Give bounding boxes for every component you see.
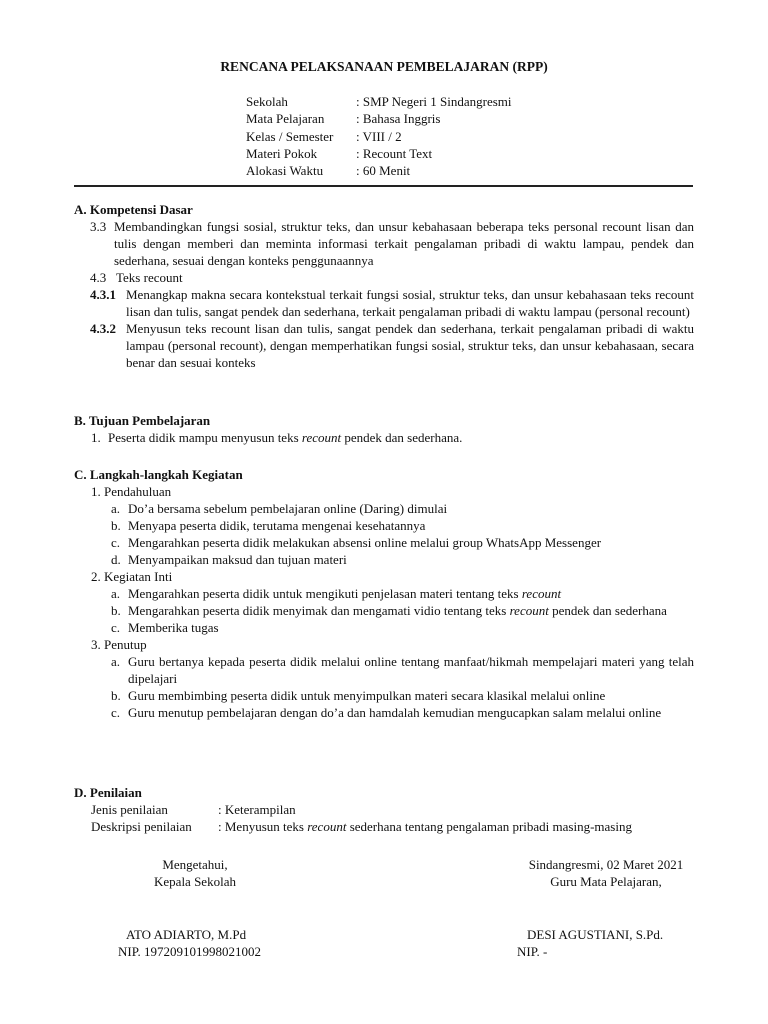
item-number: 1. (91, 430, 101, 445)
list-item (111, 687, 694, 704)
signature-left (120, 856, 270, 890)
item-letter: b. (111, 518, 121, 533)
assessment-row (91, 801, 694, 818)
item-text: Menyampaikan maksud dan tujuan materi (128, 552, 347, 567)
text-run: Peserta didik mampu menyusun teks (108, 430, 302, 445)
item-text: Guru bertanya kepada peserta didik melalui online tentang manfaat/hikmah mempelajari materi yang telah dipelajari (128, 654, 694, 686)
item-number: 4.3 (90, 270, 107, 285)
list-item (111, 551, 694, 568)
assessment-label: Deskripsi penilaian (91, 819, 192, 834)
text-run: : Menyusun teks (218, 819, 308, 834)
signature-role: Guru Mata Pelajaran, (550, 874, 662, 889)
text-run: pendek dan sederhana. (341, 430, 463, 445)
signatory-name: ATO ADIARTO, M.Pd (126, 927, 247, 942)
item-text (108, 429, 462, 446)
info-value: : Bahasa Inggris (356, 111, 441, 127)
signatory-name: DESI AGUSTIANI, S.Pd. (527, 927, 664, 942)
item-letter: b. (111, 603, 121, 618)
list-item (111, 602, 694, 619)
signature-right (516, 856, 696, 890)
text-run: pendek dan sederhana (548, 603, 667, 618)
item-text: Guru menutup pembelajaran dengan do’a dan hamdalah kemudian mengucapkan salam melalui online (128, 705, 662, 720)
info-label: Mata Pelajaran (246, 111, 325, 127)
section-title: B. Tujuan Pembelajaran (74, 413, 211, 428)
item-letter: c. (111, 620, 121, 635)
header-divider (74, 185, 693, 187)
info-value: : 60 Menit (356, 163, 411, 179)
phase-heading: 3. Penutup (91, 637, 147, 652)
signature-greeting: Mengetahui, (162, 857, 228, 872)
item-letter: d. (111, 552, 121, 567)
document-title: RENCANA PELAKSANAAN PEMBELAJARAN (RPP) (220, 59, 548, 74)
list-item (111, 619, 694, 636)
signatory-nip: NIP. 197209101998021002 (118, 944, 262, 959)
item-number: 3.3 (90, 219, 107, 234)
list-item (111, 653, 694, 687)
item-text: Guru membimbing peserta didik untuk menyimpulkan materi secara klasikal melalui online (128, 688, 606, 703)
info-row-school (246, 93, 512, 110)
list-item (90, 320, 694, 371)
item-number: 4.3.2 (90, 321, 116, 336)
list-item (111, 517, 694, 534)
emphasis-text: recount (301, 430, 342, 445)
info-label: Alokasi Waktu (246, 163, 324, 179)
text-run: sederhana tentang pengalaman pribadi masing-masing (346, 819, 632, 834)
assessment-row (91, 818, 694, 835)
emphasis-text: recount (307, 819, 347, 834)
info-value: : SMP Negeri 1 Sindangresmi (356, 94, 512, 109)
list-item (90, 269, 694, 286)
section-title: D. Penilaian (74, 785, 142, 800)
list-item (111, 500, 694, 517)
signature-left-name-block (118, 926, 261, 960)
text-run: Mengarahkan peserta didik untuk mengikuti penjelasan materi tentang teks (128, 586, 522, 601)
list-item (111, 585, 694, 602)
list-item (111, 534, 694, 551)
list-item (90, 286, 694, 320)
text-run: Mengarahkan peserta didik menyimak dan mengamati vidio tentang teks (128, 603, 510, 618)
emphasis-text: recount (509, 603, 549, 618)
info-value: : Recount Text (356, 145, 433, 161)
item-letter: c. (111, 535, 121, 550)
assessment-value: : Keterampilan (218, 802, 296, 817)
info-row-time (246, 162, 512, 179)
item-letter: a. (111, 586, 121, 601)
header-info-table (246, 93, 512, 179)
list-item (90, 218, 694, 269)
signature-right-name-block (517, 926, 663, 960)
section-tujuan-pembelajaran (74, 412, 694, 446)
item-text: Memberika tugas (128, 620, 219, 635)
section-title: A. Kompetensi Dasar (74, 202, 193, 217)
item-text: Membandingkan fungsi sosial, struktur teks, dan unsur kebahasaan beberapa teks personal recount lisan dan tulis dengan memberi dan meminta informasi terkait pengalaman pribadi di waktu lampau, pendek dan sederhana, sesuai dengan konteks penggunaannya (114, 219, 694, 268)
emphasis-text: recount (521, 586, 562, 601)
item-text (128, 585, 694, 602)
item-letter: b. (111, 688, 121, 703)
item-text: Menyusun teks recount lisan dan tulis, sangat pendek dan sederhana, terkait pengalaman pribadi di waktu lampau (personal recount), dengan memperhatikan fungsi sosial, struktur teks, dan unsur kebahasaan, secara benar dan sesuai konteks (126, 321, 694, 370)
info-value: : VIII / 2 (356, 128, 402, 144)
assessment-label: Jenis penilaian (91, 802, 168, 817)
info-label: Kelas / Semester (246, 128, 334, 144)
section-penilaian (74, 784, 694, 835)
info-label: Sekolah (246, 94, 288, 109)
item-text: Mengarahkan peserta didik melakukan absensi online melalui group WhatsApp Messenger (128, 535, 602, 550)
assessment-value (218, 818, 632, 835)
item-text: Do’a bersama sebelum pembelajaran online (Daring) dimulai (128, 501, 448, 516)
item-letter: c. (111, 705, 121, 720)
section-title: C. Langkah-langkah Kegiatan (74, 467, 243, 482)
section-kompetensi-dasar (74, 201, 694, 371)
item-text (128, 602, 694, 619)
signature-place-date: Sindangresmi, 02 Maret 2021 (528, 857, 684, 872)
item-letter: a. (111, 654, 121, 669)
item-text: Menyapa peserta didik, terutama mengenai kesehatannya (128, 518, 426, 533)
item-text: Menangkap makna secara kontekstual terkait fungsi sosial, struktur teks, dan unsur kebahasaan teks recount lisan dan tulis, sangat pendek dan sederhana, terkait pengalaman pribadi di waktu lampau (personal recount) (126, 287, 694, 319)
info-row-material (246, 145, 512, 162)
list-item (91, 429, 694, 446)
phase-heading: 2. Kegiatan Inti (91, 569, 173, 584)
phase-heading: 1. Pendahuluan (91, 484, 172, 499)
info-row-subject (246, 110, 512, 127)
info-label: Materi Pokok (246, 145, 318, 161)
item-text: Teks recount (116, 270, 183, 285)
signature-role: Kepala Sekolah (154, 874, 236, 889)
section-langkah-kegiatan (74, 466, 694, 721)
info-row-class (246, 128, 512, 145)
list-item (111, 704, 694, 721)
item-number: 4.3.1 (90, 287, 116, 302)
signatory-nip: NIP. - (517, 944, 548, 959)
item-letter: a. (111, 501, 121, 516)
